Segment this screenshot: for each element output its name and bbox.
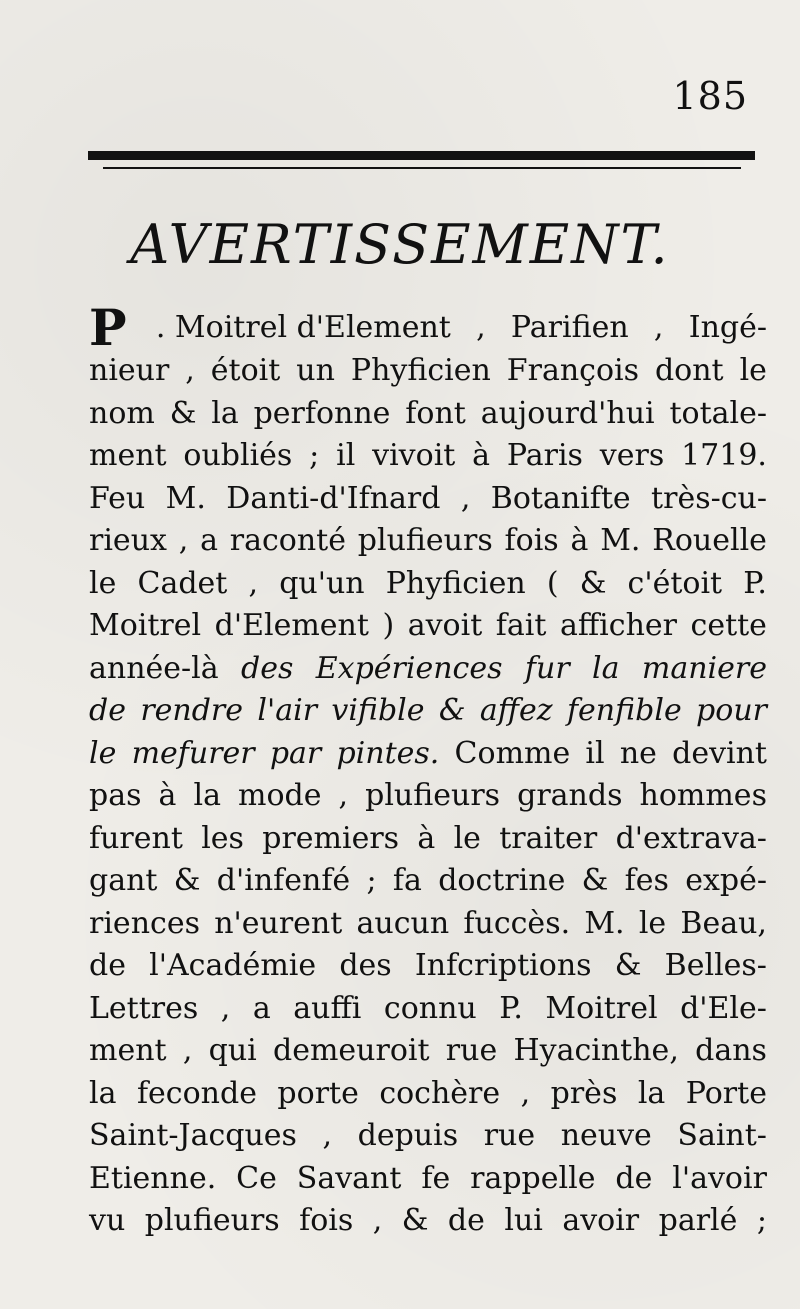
word: rappelle	[470, 1160, 596, 1196]
word: gant	[89, 863, 158, 898]
word: mefurer	[131, 735, 255, 771]
word: depuis	[357, 1118, 459, 1153]
text-line	[89, 1158, 767, 1201]
word: fois	[504, 523, 559, 558]
word: font	[405, 395, 466, 431]
word: l'avoir	[672, 1160, 767, 1196]
word: hommes	[639, 778, 767, 813]
word: Phyficien	[385, 565, 526, 601]
word: ,	[178, 523, 189, 558]
word: riences	[89, 905, 200, 941]
word: affez	[479, 693, 553, 728]
word: &	[614, 948, 642, 983]
word: aujourd'hui	[480, 395, 655, 431]
word: &	[438, 693, 466, 728]
word: des	[241, 650, 294, 686]
word: ,	[372, 1203, 383, 1238]
word: doctrine	[438, 863, 566, 898]
text-line	[89, 520, 767, 563]
word: Paris	[506, 438, 583, 473]
text-line	[89, 775, 767, 818]
word: le	[453, 820, 481, 856]
word: Moitrel	[89, 608, 202, 643]
word: rieux	[89, 523, 167, 558]
word: c'étoit	[627, 565, 723, 601]
word: près	[550, 1075, 618, 1111]
word: Lettres	[89, 990, 199, 1026]
word: oubliés	[183, 438, 293, 473]
word: fur	[524, 650, 570, 686]
word: vu	[89, 1203, 126, 1238]
text-line	[89, 1030, 767, 1073]
word: les	[201, 820, 244, 856]
text-line	[89, 1115, 767, 1158]
word: Porte	[685, 1075, 767, 1111]
text-line	[89, 478, 767, 521]
word: cette	[690, 608, 767, 643]
word: fait	[495, 608, 547, 643]
word: maniere	[641, 650, 767, 686]
word: fe	[421, 1160, 451, 1196]
word: Comme	[454, 735, 571, 771]
word: connu	[383, 990, 477, 1026]
word: ,	[338, 778, 349, 813]
word: de	[89, 948, 126, 983]
word: Cadet	[137, 565, 228, 601]
word: fenfible	[566, 693, 682, 728]
text-line	[89, 563, 767, 606]
text-line	[89, 988, 767, 1031]
word: ,	[653, 310, 664, 345]
word: a	[200, 523, 218, 558]
word: Phyficien	[350, 353, 491, 388]
word: P.	[743, 565, 767, 601]
word: rue	[445, 1033, 498, 1068]
word: un	[296, 353, 335, 388]
word: la	[89, 1075, 117, 1111]
word: devint	[672, 735, 767, 771]
word: Moitrel	[545, 990, 658, 1026]
word: étoit	[210, 353, 281, 388]
word: traiter	[499, 820, 598, 856]
word: &	[401, 1203, 429, 1238]
word: à	[472, 438, 491, 473]
word: plufieurs	[357, 523, 493, 558]
word: )	[382, 608, 395, 643]
text-line	[89, 605, 767, 648]
word: ment	[89, 438, 167, 473]
word: à	[158, 778, 177, 813]
word: l'air	[257, 693, 318, 728]
text-line	[89, 298, 767, 357]
word: avoit	[407, 608, 483, 643]
word: de	[89, 693, 126, 728]
word: neuve	[560, 1118, 652, 1153]
word: dont	[654, 353, 724, 388]
text-line	[89, 1200, 767, 1243]
word: M.	[584, 905, 625, 941]
word: d'Ele-	[680, 990, 767, 1026]
word: nom	[89, 395, 155, 431]
word: la	[211, 395, 239, 431]
word: Rouelle	[652, 523, 767, 558]
word: plufieurs	[144, 1203, 280, 1238]
body-text	[89, 298, 767, 1243]
word: Saint-Jacques	[89, 1118, 297, 1153]
page-number: 185	[672, 74, 748, 118]
word: la	[637, 1075, 666, 1111]
drop-cap: P	[89, 298, 127, 357]
word: fa	[392, 863, 422, 898]
word: dans	[695, 1033, 767, 1068]
text-line	[89, 818, 767, 861]
word: année-là	[89, 650, 219, 686]
word: auffi	[293, 990, 362, 1026]
word: M.	[165, 480, 206, 516]
word: ,	[185, 353, 195, 388]
word: P.	[499, 990, 523, 1026]
word: d'infenfé	[216, 863, 351, 898]
word: grands	[517, 778, 623, 813]
word: totale-	[669, 395, 767, 431]
word: &	[581, 863, 609, 898]
word: Etienne.	[89, 1160, 217, 1196]
word: de	[447, 1203, 485, 1238]
word: qui	[208, 1033, 257, 1068]
word: ,	[476, 310, 486, 345]
word: la	[193, 778, 221, 813]
text-line	[89, 393, 767, 436]
word: feconde	[136, 1075, 257, 1111]
word: d'Element	[214, 608, 369, 643]
text-line	[89, 733, 767, 776]
word: vifible	[331, 693, 425, 728]
text-line	[89, 903, 767, 946]
word: premiers	[262, 820, 400, 856]
word: fois	[299, 1203, 354, 1238]
word: de	[615, 1160, 653, 1196]
word: l'Académie	[149, 948, 317, 983]
word: Ce	[236, 1160, 277, 1196]
word: 1719.	[681, 438, 767, 473]
word: il	[585, 735, 605, 771]
word: des	[339, 948, 392, 983]
word: plufieurs	[365, 778, 501, 813]
word: à	[570, 523, 589, 558]
word: ,	[248, 565, 259, 601]
word: la	[592, 650, 620, 686]
word: ,	[182, 1033, 193, 1068]
word: ne	[619, 735, 657, 771]
word: furent	[89, 820, 183, 856]
word: Beau,	[680, 905, 767, 941]
word: par	[269, 735, 322, 771]
word: a	[252, 990, 271, 1026]
word: ,	[322, 1118, 333, 1153]
word: Belles-	[664, 948, 767, 983]
word: perfonne	[253, 395, 391, 431]
text-line	[89, 945, 767, 988]
word: rue	[483, 1118, 536, 1153]
word: Botanifte	[490, 480, 631, 516]
text-line	[89, 350, 767, 393]
word: cochère	[379, 1075, 501, 1111]
word: d'extrava-	[615, 820, 767, 856]
word: ;	[309, 438, 320, 473]
word: Feu	[89, 480, 146, 516]
word: à	[417, 820, 436, 856]
word: rendre	[140, 693, 244, 728]
word: vers	[599, 438, 665, 473]
word: ment	[89, 1033, 167, 1068]
word: avoir	[562, 1203, 640, 1238]
word: mode	[238, 778, 322, 813]
word: &	[173, 863, 201, 898]
text-line	[89, 690, 767, 733]
text-line	[89, 1073, 767, 1116]
word: Infcriptions	[414, 948, 592, 983]
word: le	[638, 905, 667, 941]
word: M.	[600, 523, 641, 558]
header-rule-thick	[88, 151, 755, 160]
text-line	[89, 648, 767, 691]
word: ,	[520, 1075, 531, 1111]
word: Parifien	[510, 310, 629, 345]
word: Danti-d'Ifnard	[226, 480, 441, 516]
word: fuccès.	[463, 905, 571, 941]
text-line	[89, 435, 767, 478]
word: &	[169, 395, 197, 431]
word: nieur	[89, 353, 170, 388]
word: ;	[756, 1203, 767, 1238]
word: très-cu-	[651, 480, 767, 516]
section-heading: AVERTISSEMENT.	[130, 213, 670, 276]
word: le	[739, 353, 767, 388]
word: parlé	[658, 1203, 738, 1238]
word: (	[546, 565, 559, 601]
word: Expériences	[315, 650, 503, 686]
text-line	[89, 860, 767, 903]
word: Savant	[296, 1160, 402, 1196]
word: . Moitrel d'Element	[155, 310, 451, 345]
word: pas	[89, 778, 142, 813]
word: pintes.	[336, 735, 440, 771]
header-rule-thin	[103, 167, 741, 169]
word: vivoit	[372, 438, 456, 473]
word: afficher	[559, 608, 677, 643]
word: expé-	[685, 863, 767, 898]
word: le	[89, 565, 117, 601]
word: François	[506, 353, 639, 388]
word: il	[336, 438, 356, 473]
word: fes	[624, 863, 669, 898]
word: ;	[366, 863, 377, 898]
word: &	[579, 565, 607, 601]
word: demeuroit	[273, 1033, 430, 1068]
word: Ingé-	[688, 310, 767, 345]
word: Hyacinthe,	[513, 1033, 679, 1068]
word: ,	[460, 480, 471, 516]
word: le	[89, 735, 117, 771]
word: lui	[504, 1203, 543, 1238]
word: raconté	[229, 523, 346, 558]
word: ,	[220, 990, 231, 1026]
word: porte	[277, 1075, 359, 1111]
word: n'eurent	[214, 905, 343, 941]
word: pour	[696, 693, 767, 728]
word: aucun	[356, 905, 450, 941]
word: Saint-	[677, 1118, 767, 1153]
word: qu'un	[279, 565, 365, 601]
